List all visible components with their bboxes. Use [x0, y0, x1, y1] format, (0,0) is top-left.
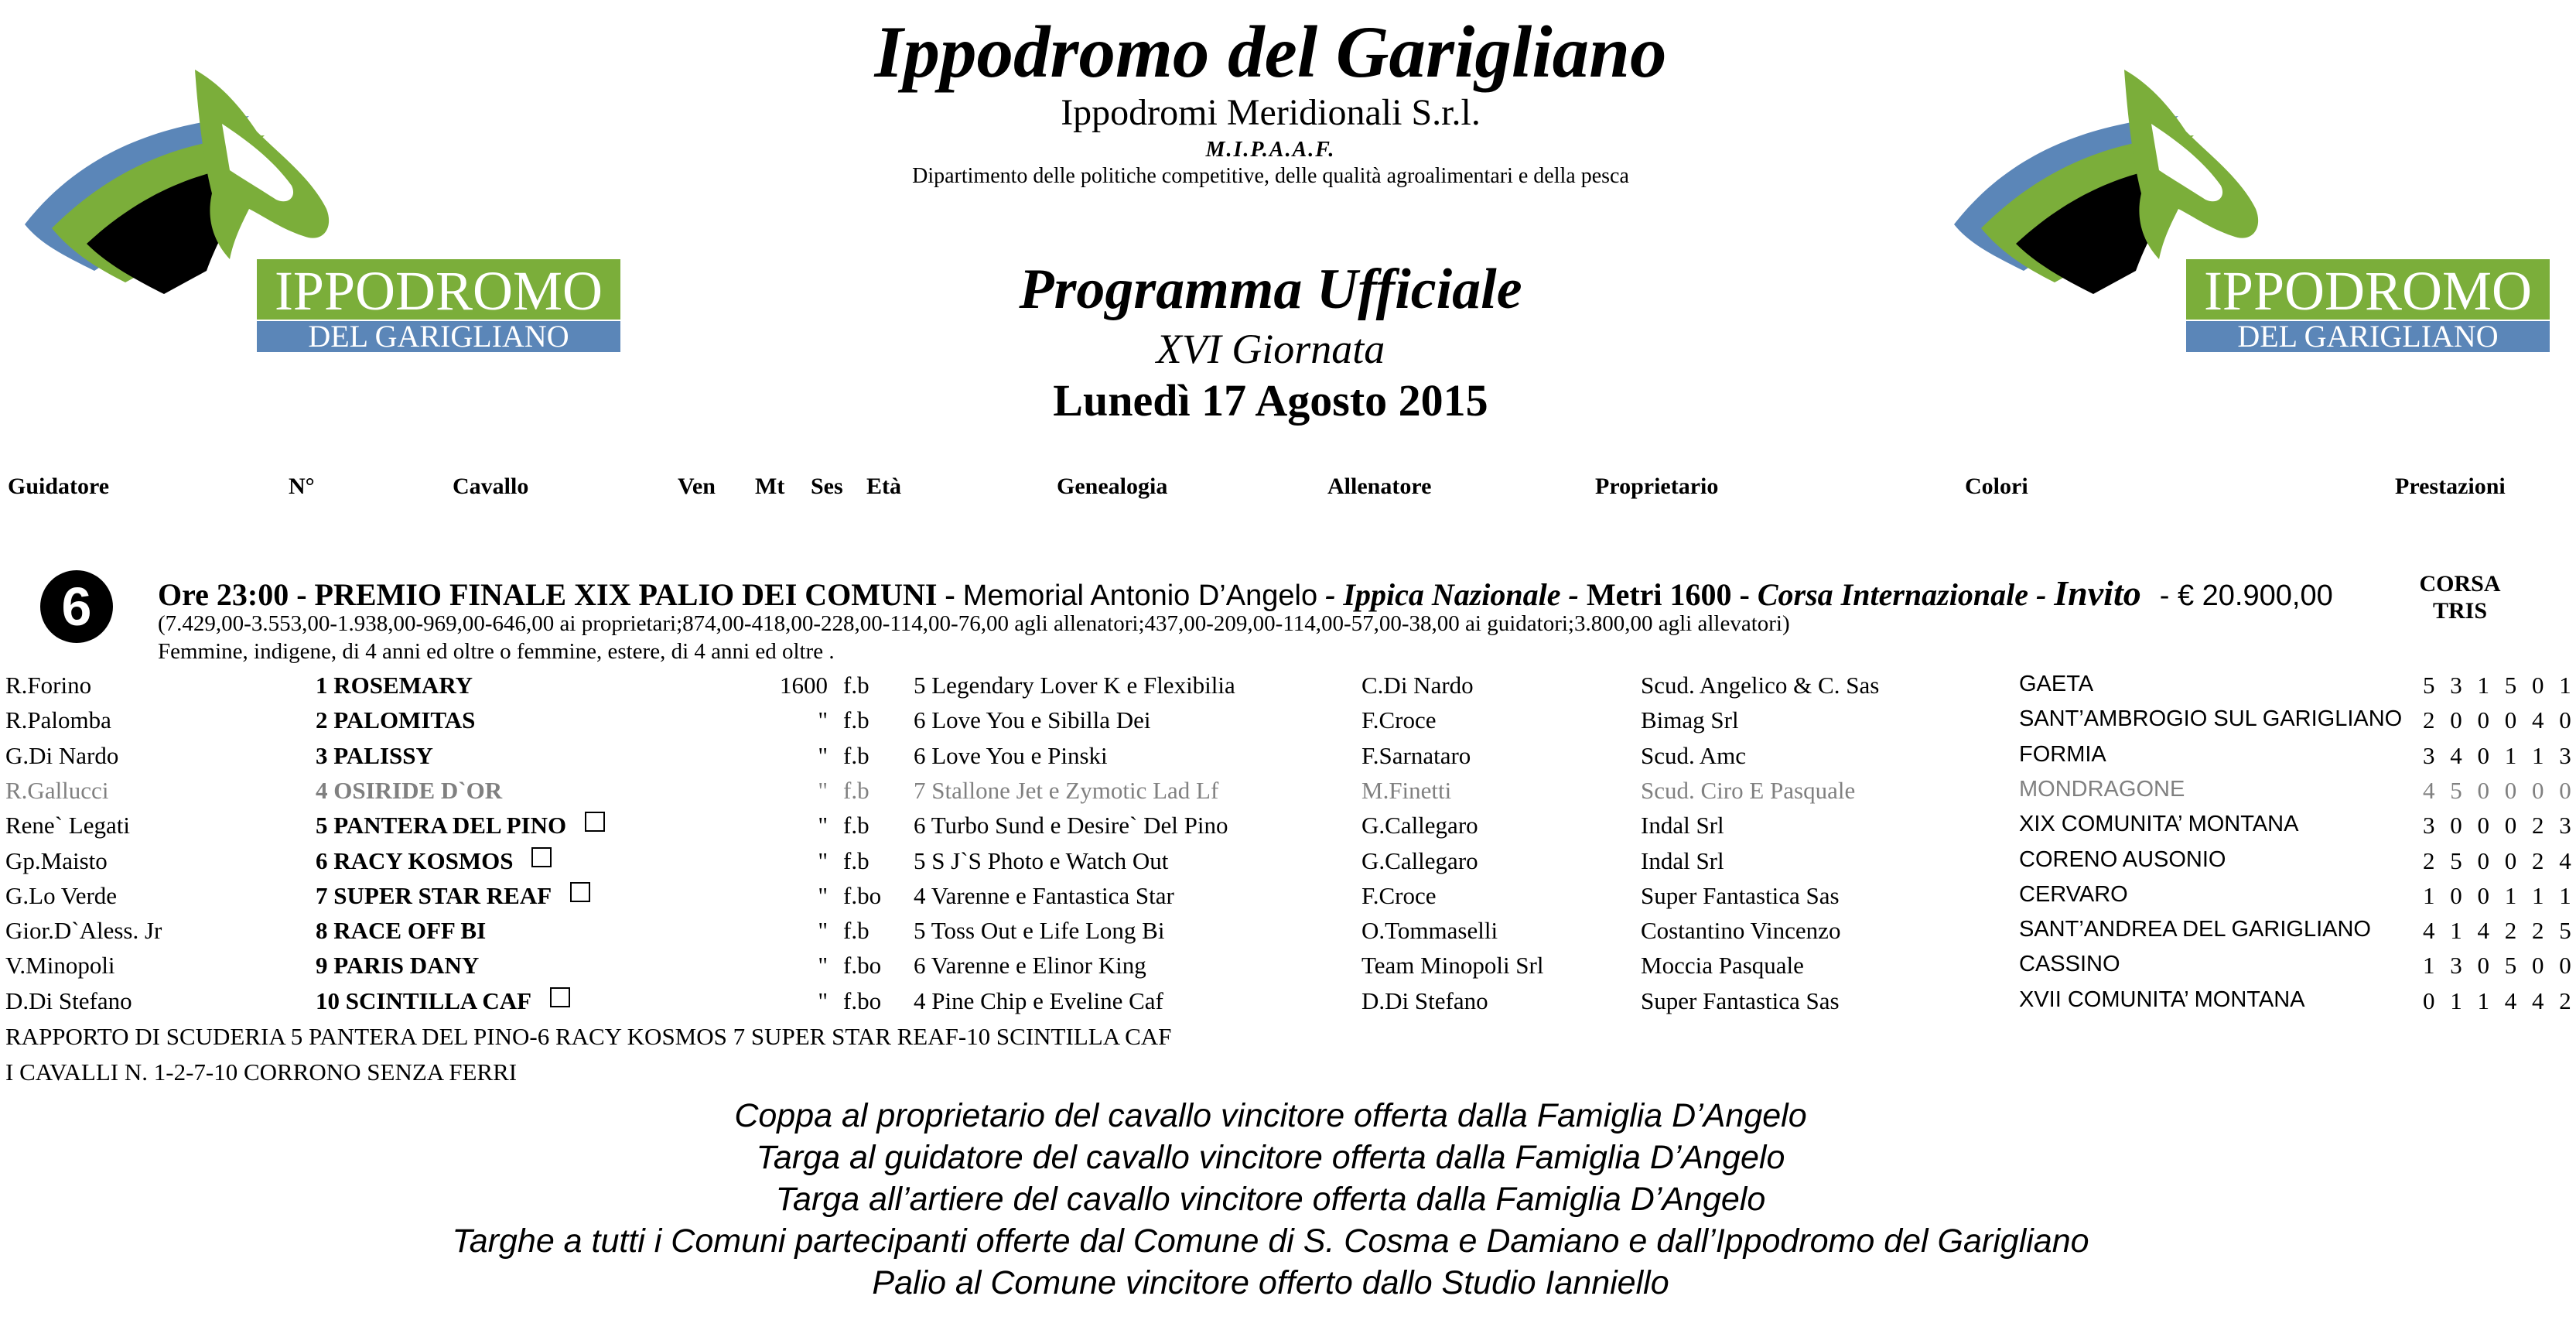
trainer-cell — [1361, 742, 1471, 770]
performance-cell — [2423, 917, 2576, 945]
race-category: - Ippica Nazionale - — [1325, 577, 1579, 612]
race-prize-breakdown: (7.429,00-3.553,00-1.938,00-969,00-646,00 ai proprietari;874,00-418,00-228,00-114,00-76,00 agli allenatori;437,00-209,00-114,00-57,00-38,00 ai guidatori;3.800,00 agli allevatori) — [158, 611, 1790, 636]
race-memorial: Memorial Antonio D’Angelo — [962, 580, 1318, 612]
logo-text-top: IPPODROMO — [2203, 260, 2533, 322]
table-row — [0, 987, 2576, 1022]
sex-cell — [843, 742, 869, 770]
sex-cell-text: f.b — [843, 741, 869, 769]
genealogy-cell — [914, 672, 1235, 699]
performance-cell — [2423, 706, 2576, 734]
foreign-flag-icon — [531, 847, 552, 867]
trainer-cell — [1361, 882, 1437, 910]
colors-cell-text: XIX COMUNITA’ MONTANA — [2019, 812, 2299, 837]
sex-cell-text: f.b — [843, 917, 869, 945]
colors-cell — [2019, 987, 2304, 1013]
colors-cell — [2019, 706, 2402, 732]
driver-cell — [5, 812, 130, 839]
table-row — [0, 776, 2576, 812]
trophy-line: Targhe a tutti i Comuni partecipanti offerte dal Comune di S. Cosma e Damiano e dall’Ippodromo del Garigliano — [452, 1222, 2089, 1260]
distance-cell-text: " — [818, 987, 828, 1014]
genealogy-cell-text: 6 Turbo Sund e Desire` Del Pino — [914, 812, 1228, 839]
col-driver: Guidatore — [8, 474, 110, 499]
col-owner: Proprietario — [1595, 474, 1719, 499]
trophy-line: Coppa al proprietario del cavallo vincitore offerta dalla Famiglia D’Angelo — [734, 1097, 1807, 1134]
owner-cell — [1641, 812, 1724, 839]
performance-cell-text: 2 0 0 0 4 0 — [2423, 706, 2576, 734]
owner-cell — [1641, 672, 1879, 699]
program-title: Programma Ufficiale — [1019, 258, 1522, 321]
table-row — [0, 952, 2576, 987]
driver-cell-text: R.Forino — [5, 672, 92, 699]
genealogy-cell-text: 6 Love You e Pinski — [914, 741, 1108, 769]
table-row — [0, 672, 2576, 706]
owner-cell — [1641, 742, 1746, 770]
trophy-line: Targa al guidatore del cavallo vincitore offerta dalla Famiglia D’Angelo — [756, 1139, 1785, 1176]
table-row — [0, 706, 2576, 741]
owner-cell-text: Super Fantastica Sas — [1641, 987, 1840, 1014]
table-row — [0, 741, 2576, 777]
performance-cell-text: 0 1 1 4 4 2 — [2423, 987, 2576, 1014]
owner-cell-text: Scud. Ciro E Pasquale — [1641, 776, 1856, 804]
trainer-cell-text: Team Minopoli Srl — [1361, 952, 1544, 980]
distance-cell — [755, 917, 828, 945]
performance-cell-text: 2 5 0 0 2 4 — [2423, 846, 2576, 874]
col-number: N° — [289, 474, 315, 499]
distance-cell — [755, 777, 828, 805]
sex-cell — [843, 706, 869, 734]
driver-cell — [5, 952, 115, 980]
distance-cell — [755, 847, 828, 875]
table-row — [0, 881, 2576, 917]
trainer-cell — [1361, 952, 1543, 980]
owner-cell — [1641, 952, 1804, 980]
distance-cell-text: " — [818, 741, 828, 769]
performance-cell-text: 4 1 4 2 2 5 — [2423, 917, 2576, 945]
horse-cell-text: 2 PALOMITAS — [316, 706, 476, 734]
owner-cell — [1641, 917, 1840, 945]
colors-cell — [2019, 882, 2128, 908]
colors-cell-text: CORENO AUSONIO — [2019, 846, 2226, 872]
driver-cell-text: D.Di Stefano — [5, 987, 132, 1014]
header-ministry: M.I.P.A.A.F. — [1205, 138, 1336, 162]
distance-cell — [755, 672, 828, 699]
horse-cell — [316, 917, 486, 945]
race-type: Corsa Internazionale - — [1757, 577, 2047, 612]
performance-cell-text: 3 0 0 0 2 3 — [2423, 812, 2576, 839]
performance-cell-text: 3 4 0 1 1 3 — [2423, 741, 2576, 769]
driver-cell — [5, 672, 91, 699]
bet-type — [2398, 570, 2522, 624]
sex-cell-text: f.bo — [843, 881, 882, 909]
no-shoes-note: I CAVALLI N. 1-2-7-10 CORRONO SENZA FERRI — [5, 1058, 518, 1086]
horse-cell — [316, 812, 605, 839]
trainer-cell-text: F.Croce — [1361, 881, 1437, 909]
sex-cell — [843, 882, 881, 910]
horse-cell — [316, 882, 590, 910]
header-company: Ippodromi Meridionali S.r.l. — [1061, 92, 1481, 133]
performance-cell-text: 4 5 0 0 0 0 — [2423, 776, 2576, 804]
trainer-cell-text: M.Finetti — [1361, 776, 1452, 804]
sex-cell-text: f.b — [843, 706, 869, 734]
trainer-cell — [1361, 812, 1478, 839]
distance-cell — [755, 987, 828, 1015]
col-ven: Ven — [678, 474, 716, 499]
logo-text-bottom: DEL GARIGLIANO — [308, 319, 569, 354]
sex-cell-text: f.b — [843, 846, 869, 874]
owner-cell-text: Super Fantastica Sas — [1641, 881, 1840, 909]
distance-cell-text: " — [818, 706, 828, 734]
sex-cell-text: f.b — [843, 812, 869, 839]
owner-cell-text: Costantino Vincenzo — [1641, 917, 1841, 945]
col-trainer: Allenatore — [1327, 474, 1432, 499]
trainer-cell — [1361, 777, 1451, 805]
horse-cell-text: 4 OSIRIDE D`OR — [316, 776, 503, 804]
horse-cell-text: 6 RACY KOSMOS — [316, 846, 514, 874]
genealogy-cell — [914, 882, 1174, 910]
table-row — [0, 812, 2576, 846]
driver-cell — [5, 742, 118, 770]
owner-cell-text: Bimag Srl — [1641, 706, 1739, 734]
owner-cell-text: Indal Srl — [1641, 846, 1724, 874]
colors-cell-text: SANT’ANDREA DEL GARIGLIANO — [2019, 917, 2371, 942]
driver-cell-text: Rene` Legati — [5, 812, 130, 839]
foreign-flag-icon — [570, 882, 590, 902]
driver-cell — [5, 706, 111, 734]
race-time: Ore 23:00 - — [158, 577, 307, 612]
trophy-line: Palio al Comune vincitore offerto dallo Studio Ianniello — [872, 1264, 1669, 1301]
colors-cell — [2019, 847, 2226, 873]
genealogy-cell-text: 5 Legendary Lover K e Flexibilia — [914, 672, 1235, 699]
trainer-cell — [1361, 706, 1437, 734]
col-performance: Prestazioni — [2395, 474, 2506, 499]
performance-cell-text: 1 3 0 5 0 0 — [2423, 952, 2576, 980]
distance-cell-text: " — [818, 776, 828, 804]
col-genealogy: Genealogia — [1057, 474, 1168, 499]
colors-cell-text: SANT’AMBROGIO SUL GARIGLIANO — [2019, 706, 2403, 732]
distance-cell-text: " — [818, 952, 828, 980]
driver-cell — [5, 777, 108, 805]
horse-cell-text: 9 PARIS DANY — [316, 952, 480, 980]
horse-cell — [316, 987, 570, 1015]
sex-cell-text: f.bo — [843, 987, 882, 1014]
distance-cell-text: " — [818, 812, 828, 839]
owner-cell-text: Moccia Pasquale — [1641, 952, 1804, 980]
driver-cell-text: Gp.Maisto — [5, 846, 108, 874]
genealogy-cell-text: 4 Varenne e Fantastica Star — [914, 881, 1174, 909]
horse-cell — [316, 847, 552, 875]
performance-cell-text: 5 3 1 5 0 1 — [2423, 672, 2576, 699]
driver-cell-text: R.Palomba — [5, 706, 111, 734]
driver-cell — [5, 882, 117, 910]
col-horse: Cavallo — [453, 474, 529, 499]
col-age: Età — [866, 474, 901, 499]
distance-cell-text: " — [818, 917, 828, 945]
performance-cell-text: 1 0 0 1 1 1 — [2423, 881, 2576, 909]
colors-cell-text: FORMIA — [2019, 741, 2106, 767]
driver-cell — [5, 917, 162, 945]
horse-cell — [316, 952, 479, 980]
trainer-cell-text: D.Di Stefano — [1361, 987, 1488, 1014]
performance-cell — [2423, 847, 2576, 875]
colors-cell-text: XVII COMUNITA’ MONTANA — [2019, 987, 2305, 1012]
performance-cell — [2423, 882, 2576, 910]
sex-cell — [843, 812, 869, 839]
col-colors: Colori — [1965, 474, 2028, 499]
genealogy-cell-text: 5 Toss Out e Life Long Bi — [914, 917, 1165, 945]
distance-cell — [755, 706, 828, 734]
driver-cell-text: V.Minopoli — [5, 952, 115, 980]
race-distance: Metri 1600 - — [1586, 577, 1750, 612]
horse-cell-text: 10 SCINTILLA CAF — [316, 987, 532, 1014]
col-sex: Ses — [811, 474, 843, 499]
owner-cell — [1641, 706, 1739, 734]
colors-cell-text: GAETA — [2019, 672, 2094, 696]
performance-cell — [2423, 742, 2576, 770]
owner-cell — [1641, 847, 1724, 875]
owner-cell-text: Scud. Angelico & C. Sas — [1641, 672, 1880, 699]
trainer-cell-text: G.Callegaro — [1361, 846, 1478, 874]
horse-cell — [316, 706, 475, 734]
header-department: Dipartimento delle politiche competitive, delle qualità agroalimentari e della pesca — [912, 164, 1629, 188]
sex-cell — [843, 917, 869, 945]
trainer-cell-text: G.Callegaro — [1361, 812, 1478, 839]
distance-cell-text: " — [818, 881, 828, 909]
performance-cell — [2423, 987, 2576, 1015]
distance-cell — [755, 952, 828, 980]
genealogy-cell-text: 5 S J`S Photo e Watch Out — [914, 846, 1169, 874]
genealogy-cell — [914, 706, 1151, 734]
trainer-cell-text: C.Di Nardo — [1361, 672, 1474, 699]
genealogy-cell — [914, 952, 1146, 980]
driver-cell-text: Gior.D`Aless. Jr — [5, 917, 162, 945]
race-title-line — [158, 573, 2333, 614]
trainer-cell-text: F.Sarnataro — [1361, 741, 1471, 769]
horse-cell — [316, 777, 502, 805]
trophy-line: Targa all’artiere del cavallo vincitore offerta dalla Famiglia D’Angelo — [775, 1181, 1766, 1218]
genealogy-cell — [914, 987, 1163, 1015]
genealogy-cell-text: 4 Pine Chip e Eveline Caf — [914, 987, 1163, 1014]
col-mt: Mt — [755, 474, 785, 499]
horse-cell — [316, 742, 433, 770]
distance-cell — [755, 812, 828, 839]
driver-cell-text: G.Di Nardo — [5, 741, 119, 769]
header-title: Ippodromo del Garigliano — [874, 11, 1667, 93]
owner-cell — [1641, 882, 1840, 910]
race-conditions: Femmine, indigene, di 4 anni ed oltre o femmine, estere, di 4 anni ed oltre . — [158, 639, 835, 664]
trainer-cell — [1361, 917, 1498, 945]
owner-cell — [1641, 987, 1840, 1015]
owner-cell-text: Scud. Amc — [1641, 741, 1747, 769]
colors-cell-text: MONDRAGONE — [2019, 776, 2185, 802]
horse-cell-text: 5 PANTERA DEL PINO — [316, 812, 567, 839]
trainer-cell-text: O.Tommaselli — [1361, 917, 1498, 945]
colors-cell — [2019, 742, 2106, 768]
colors-cell — [2019, 952, 2120, 977]
bet-type-line2: TRIS — [2432, 598, 2488, 624]
genealogy-cell-text: 7 Stallone Jet e Zymotic Lad Lf — [914, 776, 1219, 804]
driver-cell-text: G.Lo Verde — [5, 881, 118, 909]
bet-type-line1: CORSA — [2419, 571, 2501, 597]
sex-cell — [843, 987, 881, 1015]
race-purse: - € 20.900,00 — [2159, 580, 2333, 612]
genealogy-cell — [914, 847, 1168, 875]
driver-cell — [5, 847, 108, 875]
logo-text-top: IPPODROMO — [274, 260, 603, 322]
race-invite: Invito — [2054, 573, 2141, 613]
colors-cell-text: CASSINO — [2019, 952, 2120, 977]
trainer-cell-text: F.Croce — [1361, 706, 1437, 734]
distance-cell — [755, 882, 828, 910]
genealogy-cell — [914, 742, 1108, 770]
sex-cell-text: f.bo — [843, 952, 882, 980]
owner-cell-text: Indal Srl — [1641, 812, 1724, 839]
foreign-flag-icon — [550, 987, 570, 1007]
horse-cell-text: 3 PALISSY — [316, 741, 433, 769]
colors-cell-text: CERVARO — [2019, 881, 2128, 907]
colors-cell — [2019, 917, 2371, 942]
genealogy-cell — [914, 777, 1218, 805]
sex-cell — [843, 672, 869, 699]
table-row — [0, 917, 2576, 952]
trainer-cell — [1361, 987, 1488, 1015]
sex-cell-text: f.b — [843, 672, 869, 699]
horse-cell-text: 8 RACE OFF BI — [316, 917, 487, 945]
horse-cell-text: 1 ROSEMARY — [316, 672, 473, 699]
trainer-cell — [1361, 847, 1478, 875]
program-day: XVI Giornata — [1156, 326, 1385, 372]
foreign-flag-icon — [585, 812, 605, 832]
performance-cell — [2423, 952, 2576, 980]
distance-cell-text: " — [818, 846, 828, 874]
performance-cell — [2423, 777, 2576, 805]
sex-cell — [843, 777, 869, 805]
sex-cell — [843, 847, 869, 875]
genealogy-cell — [914, 917, 1164, 945]
performance-cell — [2423, 672, 2576, 699]
race-name: PREMIO FINALE XIX PALIO DEI COMUNI - — [314, 577, 955, 612]
sex-cell — [843, 952, 881, 980]
horse-cell — [316, 672, 473, 699]
driver-cell-text: R.Gallucci — [5, 776, 109, 804]
distance-cell-text: 1600 — [780, 672, 828, 699]
colors-cell — [2019, 812, 2298, 837]
logo-text-bottom: DEL GARIGLIANO — [2237, 319, 2499, 354]
driver-cell — [5, 987, 132, 1015]
colors-cell — [2019, 672, 2093, 697]
sex-cell-text: f.b — [843, 776, 869, 804]
genealogy-cell-text: 6 Love You e Sibilla Dei — [914, 706, 1151, 734]
genealogy-cell — [914, 812, 1228, 839]
horse-cell-text: 7 SUPER STAR REAF — [316, 881, 552, 909]
colors-cell — [2019, 777, 2185, 802]
race-number-badge: 6 — [40, 570, 113, 643]
table-row — [0, 846, 2576, 882]
stable-report-note: RAPPORTO DI SCUDERIA 5 PANTERA DEL PINO-6 RACY KOSMOS 7 SUPER STAR REAF-10 SCINTILLA CAF — [5, 1023, 1172, 1050]
genealogy-cell-text: 6 Varenne e Elinor King — [914, 952, 1146, 980]
distance-cell — [755, 742, 828, 770]
program-date: Lunedì 17 Agosto 2015 — [1053, 375, 1488, 426]
performance-cell — [2423, 812, 2576, 839]
owner-cell — [1641, 777, 1855, 805]
trainer-cell — [1361, 672, 1474, 699]
